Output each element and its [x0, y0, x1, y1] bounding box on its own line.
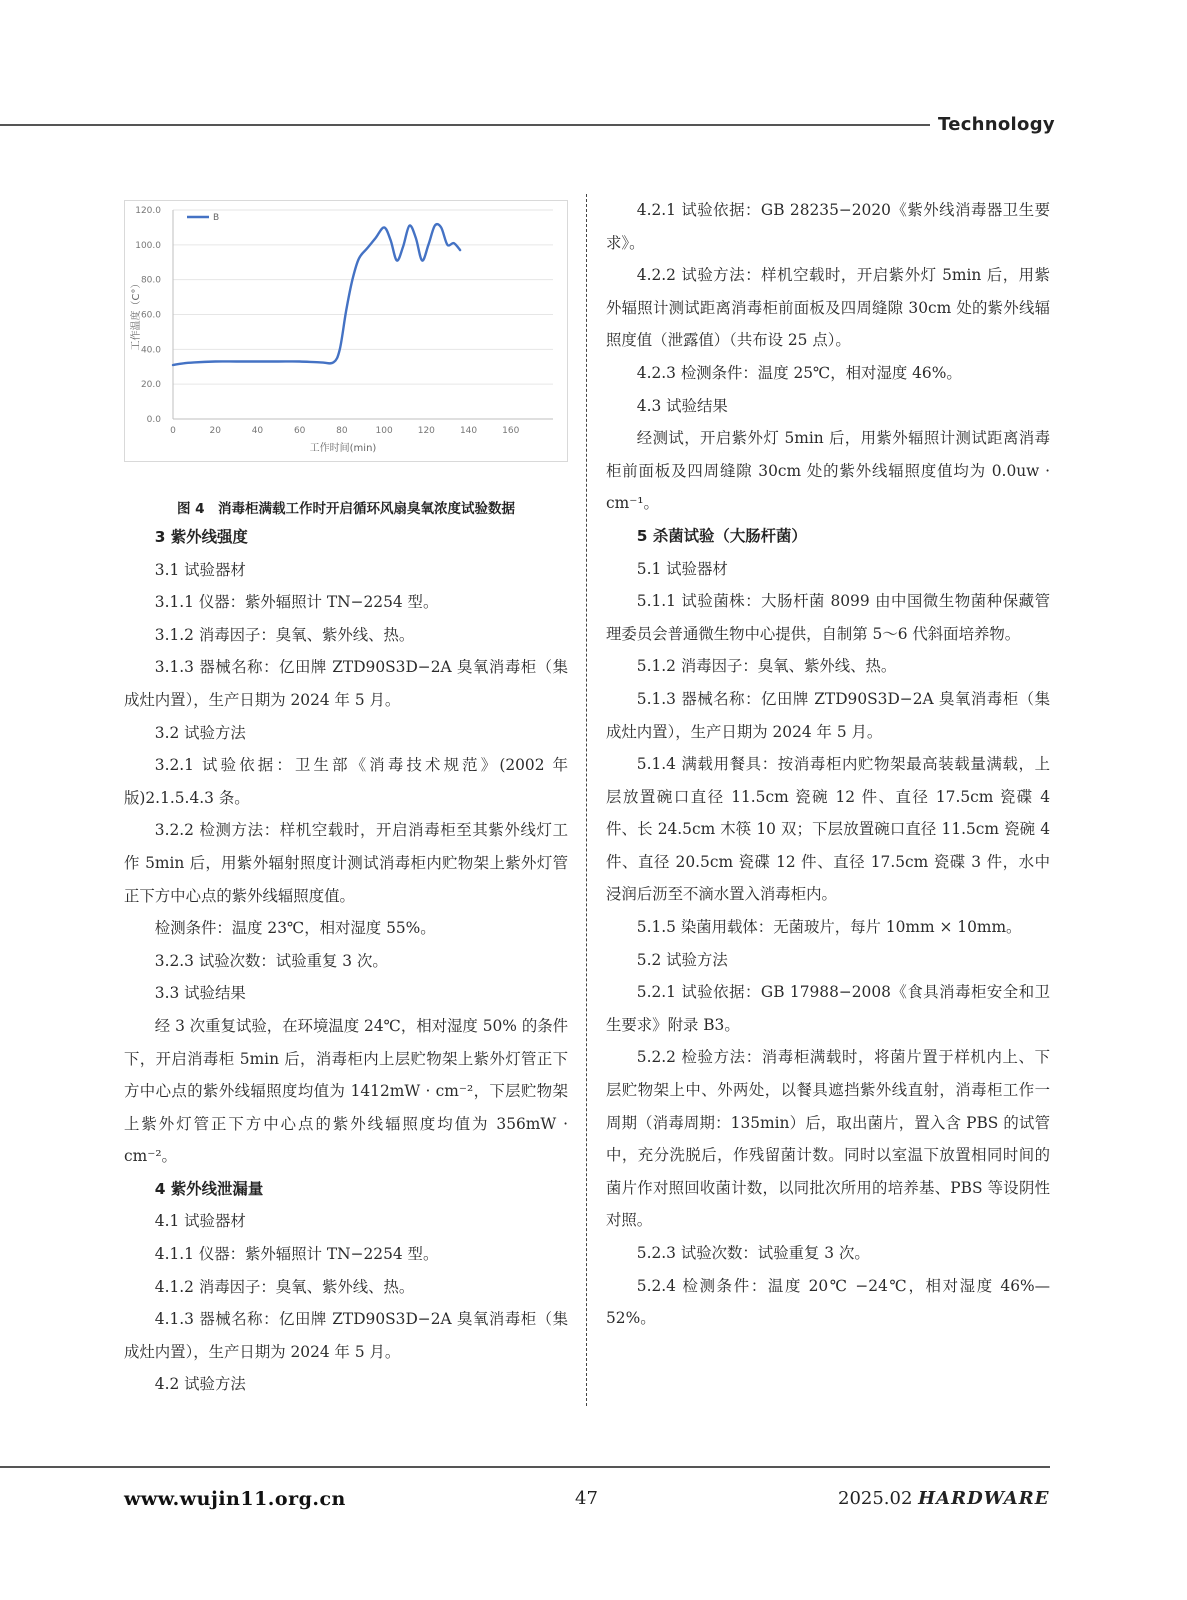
footer-issue — [838, 1488, 1049, 1509]
issue-number: 2025.02 — [838, 1488, 913, 1509]
subsection-heading: 3.2 试验方法 — [154, 723, 246, 742]
paragraph: 5.1.2 消毒因子：臭氧、紫外线、热。 — [636, 657, 897, 676]
paragraph: 5.2.3 试验次数：试验重复 3 次。 — [636, 1244, 870, 1262]
y-axis-label: 工作温度（C°） — [131, 278, 142, 351]
subsection-heading: 4.1 试验器材 — [154, 1212, 246, 1231]
x-tick-label: 80 — [336, 426, 348, 436]
paragraph: 5.1.5 染菌用载体：无菌玻片，每片 10mm × 10mm。 — [636, 918, 1022, 937]
x-tick-label: 40 — [251, 426, 264, 436]
footer-rule — [0, 1466, 1050, 1468]
magazine-brand: HARDWARE — [918, 1488, 1050, 1509]
y-tick-label: 20.0 — [140, 380, 161, 391]
y-tick-label: 100.0 — [135, 240, 161, 251]
x-tick-label: 60 — [293, 426, 306, 436]
left-column — [124, 521, 568, 1401]
paragraph: 4.2.1 试验依据：GB 28235−2020《紫外线消毒器卫生要求》。 — [606, 201, 1050, 252]
subsection-heading: 4.2 试验方法 — [154, 1375, 246, 1394]
paragraph: 4.2.3 检测条件：温度 25℃，相对湿度 46%。 — [636, 363, 962, 382]
paragraph: 5.2.1 试验依据：GB 17988−2008《食具消毒柜安全和卫生要求》附录 B3。 — [606, 983, 1050, 1034]
paragraph: 检测条件：温度 23℃，相对湿度 55%。 — [154, 919, 436, 938]
paragraph: 5.2.2 检验方法：消毒柜满载时，将菌片置于样机内上、下层贮物架上中、外两处，以餐具遮挡紫外线直射，消毒柜工作一周期（消毒周期：135min）后，取出菌片，置入含 PBS 的试管中，充分洗脱后，作残留菌计数。同时以室温下放置相同时间的菌片作对照回收菌计数，以同批次所用的培养基、PBS 等设阴性对照。 — [606, 1048, 1050, 1230]
x-tick-label: 140 — [459, 426, 478, 436]
paragraph: 3.2.1 试验依据：卫生部《消毒技术规范》(2002 年版)2.1.5.4.3 条。 — [124, 756, 568, 807]
y-tick-label: 80.0 — [140, 275, 161, 286]
paragraph: 5.1.1 试验菌株：大肠杆菌 8099 由中国微生物菌种保藏管理委员会普通微生物中心提供，自制第 5～6 代斜面培养物。 — [606, 592, 1050, 643]
paragraph: 4.1.2 消毒因子：臭氧、紫外线、热。 — [154, 1277, 415, 1296]
y-tick-label: 120.0 — [135, 206, 161, 216]
y-tick-label: 40.0 — [140, 345, 161, 356]
right-column — [606, 194, 1050, 1335]
x-tick-label: 120 — [417, 426, 435, 436]
subsection-heading: 3.3 试验结果 — [154, 984, 246, 1003]
y-tick-label: 0.0 — [146, 415, 161, 425]
subsection-heading: 5.1 试验器材 — [636, 559, 728, 578]
paragraph: 3.2.3 试验次数：试验重复 3 次。 — [154, 951, 388, 970]
x-tick-label: 160 — [502, 426, 520, 436]
paragraph: 3.1.1 仪器：紫外辐照计 TN−2254 型。 — [154, 593, 439, 612]
section-label: Technology — [938, 114, 1055, 135]
footer-url: www.wujin11.org.cn — [124, 1488, 346, 1510]
paragraph: 4.1.3 器械名称：亿田牌 ZTD90S3D−2A 臭氧消毒柜（集成灶内置），生产日期为 2024 年 5 月。 — [124, 1310, 568, 1361]
section-heading: 5 杀菌试验（大肠杆菌） — [636, 526, 807, 545]
paragraph: 经测试，开启紫外灯 5min 后，用紫外辐照计测试距离消毒柜前面板及四周缝隙 30cm 处的紫外线辐照度值均为 0.0uw · cm⁻¹。 — [606, 429, 1050, 513]
chart-svg — [125, 201, 567, 461]
paragraph: 3.1.3 器械名称：亿田牌 ZTD90S3D−2A 臭氧消毒柜（集成灶内置），生产日期为 2024 年 5 月。 — [124, 658, 568, 709]
figure-caption: 图 4 消毒柜满载工作时开启循环风扇臭氧浓度试验数据 — [176, 501, 516, 517]
paragraph: 3.1.2 消毒因子：臭氧、紫外线、热。 — [154, 625, 415, 644]
column-divider — [586, 194, 587, 1406]
x-tick-label: 0 — [170, 426, 176, 436]
paragraph: 经 3 次重复试验，在环境温度 24℃，相对湿度 50% 的条件下，开启消毒柜 5min 后，消毒柜内上层贮物架上紫外灯管正下方中心点的紫外线辐照度均值为 1412mW · cm⁻²，下层贮物架上紫外灯管正下方中心点的紫外线辐照度均值为 356mW · cm⁻²。 — [124, 1016, 568, 1166]
x-tick-label: 20 — [209, 426, 221, 436]
subsection-heading: 3.1 试验器材 — [154, 560, 246, 579]
page-number: 47 — [575, 1488, 598, 1509]
paragraph: 5.1.3 器械名称：亿田牌 ZTD90S3D−2A 臭氧消毒柜（集成灶内置），生产日期为 2024 年 5 月。 — [606, 689, 1050, 741]
paragraph: 5.2.4 检测条件：温度 20℃ −24℃，相对湿度 46%—52%。 — [606, 1276, 1050, 1328]
figure-4-chart — [124, 200, 568, 462]
paragraph: 4.2.2 试验方法：样机空载时，开启紫外灯 5min 后，用紫外辐照计测试距离消毒柜前面板及四周缝隙 30cm 处的紫外线辐照度值（泄露值）（共布设 25 点）。 — [606, 266, 1050, 350]
x-tick-label: 100 — [375, 426, 393, 436]
subsection-heading: 5.2 试验方法 — [636, 950, 728, 969]
y-tick-label: 60.0 — [140, 310, 161, 321]
subsection-heading: 4.3 试验结果 — [636, 396, 728, 415]
paragraph: 5.1.4 满载用餐具：按消毒柜内贮物架最高装载量满载，上层放置碗口直径 11.5cm 瓷碗 12 件、直径 17.5cm 瓷碟 4 件、长 24.5cm 木筷 10 双；下层放置碗口直径 11.5cm 瓷碗 4 件、直径 20.5cm 瓷碟 12 件、直径 17.5cm 瓷碟 3 件，水中浸润后沥至不滴水置入消毒柜内。 — [606, 755, 1050, 904]
x-axis-label: 工作时间(min) — [309, 443, 377, 454]
header-rule — [0, 124, 930, 126]
section-heading: 4 紫外线泄漏量 — [154, 1179, 264, 1198]
paragraph: 3.2.2 检测方法：样机空载时，开启消毒柜至其紫外线灯工作 5min 后，用紫外辐射照度计测试消毒柜内贮物架上紫外灯管正下方中心点的紫外线辐照度值。 — [124, 821, 568, 905]
paragraph: 4.1.1 仪器：紫外辐照计 TN−2254 型。 — [154, 1245, 439, 1264]
legend-label: B — [213, 213, 220, 223]
section-heading: 3 紫外线强度 — [154, 528, 248, 546]
